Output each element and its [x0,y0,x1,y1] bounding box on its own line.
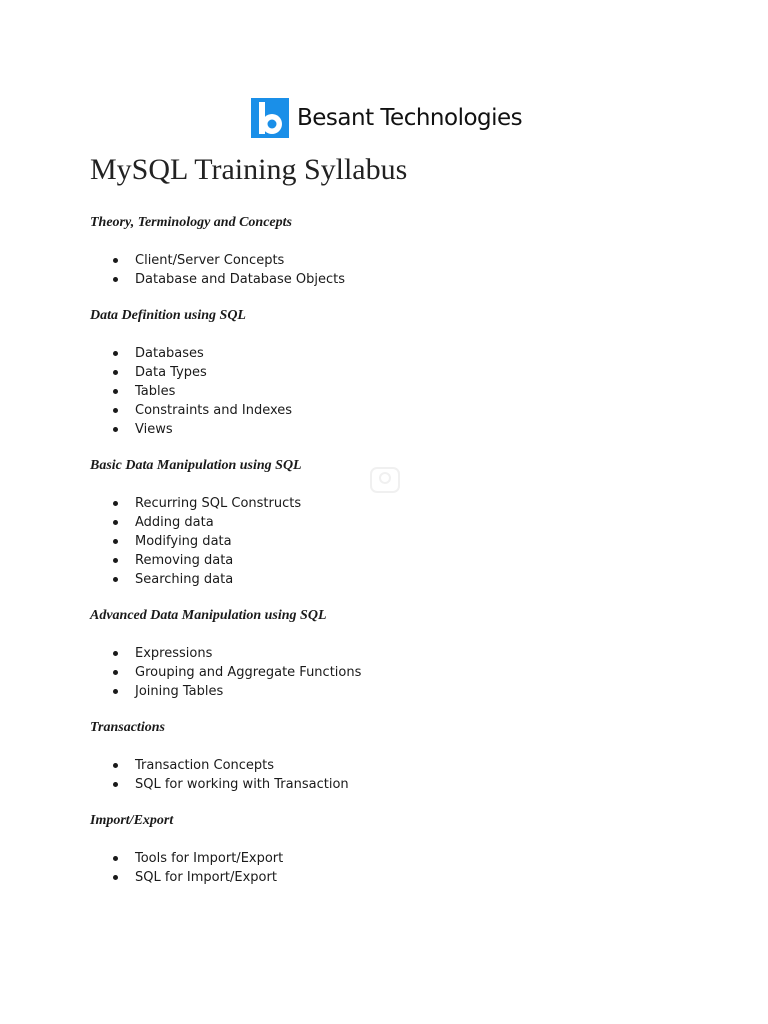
list-item [90,532,690,551]
section-heading: Advanced Data Manipulation using SQL [90,608,327,623]
section-heading: Theory, Terminology and Concepts [90,215,292,230]
list-item [90,270,690,289]
list-item [90,775,690,794]
topic-list [90,644,690,701]
list-item-text: Grouping and Aggregate Functions [135,665,362,680]
bullet-icon [113,351,118,356]
bullet-icon [113,501,118,506]
list-item-text: Transaction Concepts [135,758,275,773]
list-item-text: Removing data [135,553,234,568]
list-item-text: Recurring SQL Constructs [135,496,302,511]
bullet-icon [113,258,118,263]
list-item [90,756,690,775]
list-item-text: Client/Server Concepts [135,253,285,268]
topic-list [90,494,690,589]
list-item [90,570,690,589]
list-item-text: Adding data [135,515,214,530]
bullet-icon [113,856,118,861]
bullet-icon [113,370,118,375]
topic-list [90,756,690,794]
list-item-text: Tables [135,384,176,399]
syllabus-section [90,212,690,289]
bullet-icon [113,670,118,675]
brand-name: Besant Technologies [297,105,523,131]
list-item [90,251,690,270]
list-item-text: Searching data [135,572,234,587]
list-item-text: Modifying data [135,534,232,549]
bullet-icon [113,875,118,880]
list-item [90,344,690,363]
list-item [90,551,690,570]
syllabus-sections [90,212,690,903]
list-item-text: Views [135,422,173,437]
bullet-icon [113,277,118,282]
list-item [90,513,690,532]
list-item [90,682,690,701]
section-heading: Basic Data Manipulation using SQL [90,458,302,473]
list-item-text: Expressions [135,646,213,661]
bullet-icon [113,782,118,787]
list-item [90,382,690,401]
list-item-text: Databases [135,346,204,361]
syllabus-section [90,717,690,794]
list-item-text: Joining Tables [135,684,224,699]
syllabus-section [90,305,690,439]
page-title: MySQL Training Syllabus [90,153,408,186]
list-item-text: Tools for Import/Export [135,851,284,866]
bullet-icon [113,577,118,582]
bullet-icon [113,520,118,525]
syllabus-section [90,810,690,887]
syllabus-section [90,605,690,701]
list-item-text: Data Types [135,365,207,380]
section-heading: Import/Export [90,813,174,828]
section-heading: Transactions [90,720,165,735]
list-item [90,363,690,382]
list-item [90,644,690,663]
bullet-icon [113,389,118,394]
bullet-icon [113,689,118,694]
brand-logo [251,97,522,139]
list-item-text: Database and Database Objects [135,272,346,287]
list-item [90,494,690,513]
list-item-text: SQL for working with Transaction [135,777,349,792]
list-item [90,849,690,868]
bullet-icon [113,427,118,432]
list-item [90,401,690,420]
section-heading: Data Definition using SQL [90,308,246,323]
list-item [90,663,690,682]
topic-list [90,344,690,439]
bullet-icon [113,539,118,544]
list-item-text: Constraints and Indexes [135,403,293,418]
bullet-icon [113,763,118,768]
list-item [90,868,690,887]
watermark-icon [369,466,401,494]
list-item [90,420,690,439]
topic-list [90,251,690,289]
b-logo-icon [251,98,289,138]
bullet-icon [113,558,118,563]
topic-list [90,849,690,887]
list-item-text: SQL for Import/Export [135,870,277,885]
bullet-icon [113,651,118,656]
bullet-icon [113,408,118,413]
